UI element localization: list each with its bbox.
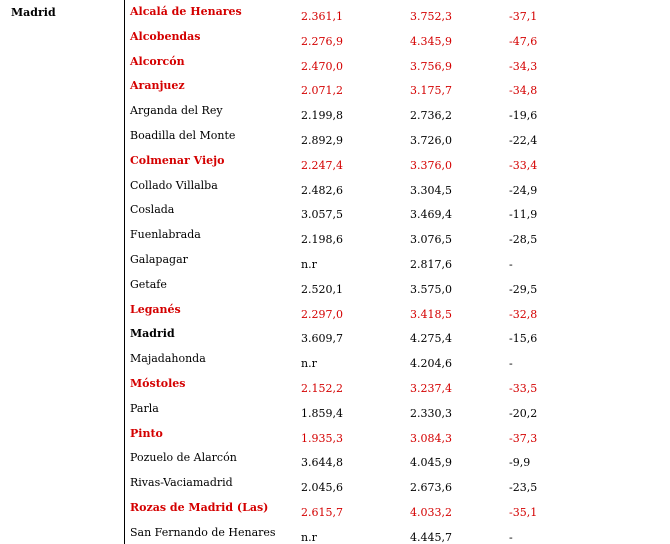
value-2: 3.376,0 — [410, 158, 452, 172]
table-row — [0, 154, 670, 179]
value-2: 3.084,3 — [410, 431, 452, 445]
municipality-name: Pozuelo de Alarcón — [130, 451, 237, 465]
municipality-name: Móstoles — [130, 377, 186, 390]
value-1: 2.045,6 — [301, 481, 343, 495]
table-row — [0, 55, 670, 80]
value-change: -35,1 — [509, 506, 538, 519]
municipality-name: Getafe — [130, 277, 167, 291]
value-change: -24,9 — [509, 183, 538, 197]
table-row — [0, 402, 670, 427]
value-change: -33,5 — [509, 382, 538, 395]
table-row — [0, 278, 670, 303]
value-1: 2.520,1 — [301, 282, 343, 296]
table-row — [0, 352, 670, 377]
value-change: -47,6 — [509, 34, 538, 48]
value-1: 2.198,6 — [301, 233, 343, 247]
value-1: 2.199,8 — [301, 109, 343, 123]
municipality-name: Majadahonda — [130, 352, 206, 366]
table-row — [0, 303, 670, 328]
table-row — [0, 5, 670, 30]
table-row — [0, 30, 670, 55]
value-change: - — [509, 530, 513, 544]
municipality-name: Collado Villalba — [130, 178, 218, 192]
value-2: 3.575,0 — [410, 282, 452, 296]
value-2: 4.445,7 — [410, 530, 452, 544]
value-2: 3.175,7 — [410, 84, 452, 98]
value-2: 4.045,9 — [410, 456, 452, 470]
value-1: n.r — [301, 357, 317, 371]
table-row — [0, 501, 670, 526]
municipality-name: Boadilla del Monte — [130, 129, 236, 142]
table-row — [0, 129, 670, 154]
municipality-name: Fuenlabrada — [130, 228, 201, 242]
value-1: 2.892,9 — [301, 134, 343, 147]
value-2: 3.469,4 — [410, 208, 452, 222]
table-row — [0, 327, 670, 352]
value-1: 2.297,0 — [301, 307, 343, 321]
table-row — [0, 203, 670, 228]
table-row — [0, 104, 670, 129]
value-1: 1.935,3 — [301, 431, 343, 445]
value-1: 3.057,5 — [301, 208, 343, 222]
municipality-name: Coslada — [130, 203, 175, 217]
value-2: 2.330,3 — [410, 406, 452, 420]
value-2: 4.275,4 — [410, 332, 452, 346]
value-change: -22,4 — [509, 134, 538, 147]
value-change: -15,6 — [509, 332, 538, 346]
municipality-name: Colmenar Viejo — [130, 153, 225, 167]
value-1: 2.361,1 — [301, 10, 343, 23]
value-1: 3.609,7 — [301, 332, 343, 346]
value-change: - — [509, 258, 513, 271]
value-1: 2.470,0 — [301, 59, 343, 73]
value-1: 2.071,2 — [301, 84, 343, 98]
value-change: -33,4 — [509, 158, 538, 172]
table-row — [0, 79, 670, 104]
table-row — [0, 179, 670, 204]
table-row — [0, 427, 670, 452]
value-2: 2.673,6 — [410, 481, 452, 495]
municipality-name: Arganda del Rey — [130, 104, 223, 118]
value-1: 2.276,9 — [301, 34, 343, 48]
value-2: 2.817,6 — [410, 258, 452, 271]
table-row — [0, 526, 670, 544]
value-change: - — [509, 357, 513, 371]
value-2: 3.304,5 — [410, 183, 452, 197]
municipality-name: Pinto — [130, 426, 163, 440]
region-label: Madrid — [11, 6, 56, 19]
value-change: -37,1 — [509, 10, 538, 23]
value-2: 2.736,2 — [410, 109, 452, 123]
value-change: -34,8 — [509, 84, 538, 98]
municipality-name: Alcalá de Henares — [130, 5, 242, 18]
value-change: -32,8 — [509, 307, 538, 321]
value-2: 3.418,5 — [410, 307, 452, 321]
value-change: -37,3 — [509, 431, 538, 445]
value-1: 2.615,7 — [301, 506, 343, 519]
value-1: 1.859,4 — [301, 406, 343, 420]
municipality-name: Madrid — [130, 327, 175, 341]
municipality-name: Alcorcón — [130, 54, 185, 68]
value-1: 2.152,2 — [301, 382, 343, 395]
table-row — [0, 377, 670, 402]
table-row — [0, 476, 670, 501]
value-2: 4.345,9 — [410, 34, 452, 48]
municipality-name: Aranjuez — [130, 79, 185, 93]
table-row — [0, 253, 670, 278]
value-1: n.r — [301, 530, 317, 544]
value-change: -34,3 — [509, 59, 538, 73]
municipality-name: Parla — [130, 401, 159, 415]
municipality-name: Leganés — [130, 302, 181, 316]
table-row — [0, 228, 670, 253]
value-2: 3.756,9 — [410, 59, 452, 73]
value-1: 3.644,8 — [301, 456, 343, 470]
table-row — [0, 451, 670, 476]
value-2: 3.752,3 — [410, 10, 452, 23]
value-1: 2.247,4 — [301, 158, 343, 172]
value-change: -19,6 — [509, 109, 538, 123]
value-change: -23,5 — [509, 481, 538, 495]
municipality-name: San Fernando de Henares — [130, 525, 276, 539]
municipality-name: Alcobendas — [130, 29, 201, 43]
value-change: -20,2 — [509, 406, 538, 420]
value-change: -9,9 — [509, 456, 531, 470]
municipality-name: Rozas de Madrid (Las) — [130, 501, 269, 514]
value-2: 3.237,4 — [410, 382, 452, 395]
municipality-name: Galapagar — [130, 253, 188, 266]
municipality-name: Rivas-Vaciamadrid — [130, 476, 233, 490]
value-2: 3.726,0 — [410, 134, 452, 147]
value-2: 4.204,6 — [410, 357, 452, 371]
value-change: -11,9 — [509, 208, 538, 222]
value-1: 2.482,6 — [301, 183, 343, 197]
value-change: -29,5 — [509, 282, 538, 296]
value-change: -28,5 — [509, 233, 538, 247]
value-1: n.r — [301, 258, 317, 271]
value-2: 3.076,5 — [410, 233, 452, 247]
value-2: 4.033,2 — [410, 506, 452, 519]
